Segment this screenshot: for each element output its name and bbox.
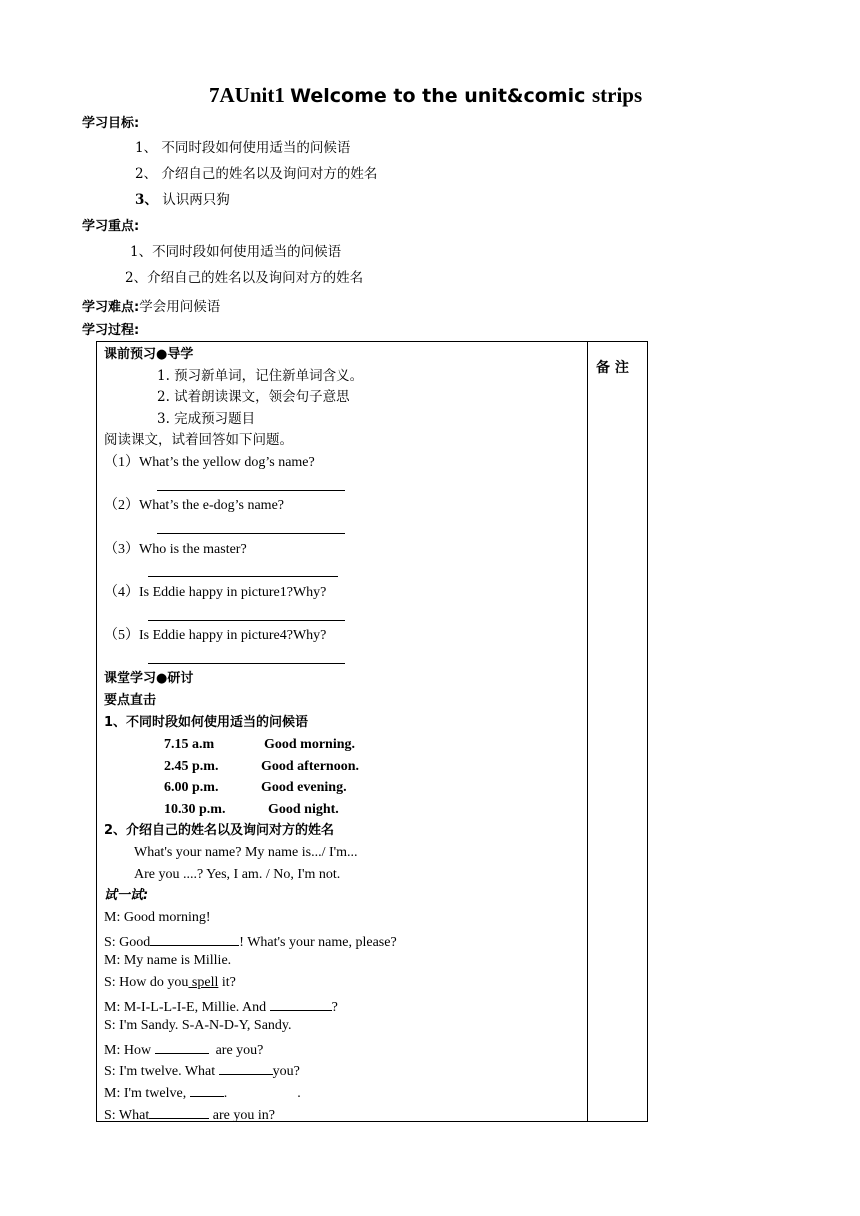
dialogue-line-4-c: it? <box>218 975 236 990</box>
preview-heading: 课前预习●导学 <box>104 347 194 362</box>
example-2: Are you ....? Yes, I am. / No, I'm not. <box>134 867 341 882</box>
dialogue-line-5 <box>104 998 338 1015</box>
objective-item-3-text: 认识两只狗 <box>162 192 230 208</box>
blank-2[interactable] <box>270 998 332 1011</box>
preview-step-2: 2. 试着朗读课文，领会句子意思 <box>157 389 350 405</box>
dialogue-line-4-spell: spell <box>188 975 219 990</box>
difficulty-line <box>82 298 220 315</box>
answer-line-1 <box>157 490 345 491</box>
try-label: 试一试: <box>104 888 149 903</box>
process-heading: 学习过程: <box>82 323 140 338</box>
dialogue-line-2 <box>104 933 397 950</box>
question-3: （3）Who is the master? <box>104 542 247 557</box>
dialogue-line-3: M: My name is Millie. <box>104 953 232 968</box>
classroom-heading: 课堂学习●研讨 <box>104 671 194 686</box>
dialogue-line-9-c: . <box>297 1086 301 1101</box>
key-point-1: 1、不同时段如何使用适当的问候语 <box>130 244 342 260</box>
dialogue-line-4-a: S: How do you <box>104 975 189 990</box>
answer-line-3 <box>148 576 338 577</box>
dialogue-line-6: S: I'm Sandy. S-A-N-D-Y, Sandy. <box>104 1018 292 1033</box>
dialogue-line-1: M: Good morning! <box>104 910 211 925</box>
dialogue-line-5-a: M: M-I-L-L-I-E, Millie. And <box>104 1000 270 1015</box>
greeting-time-4: 10.30 p.m. <box>164 802 226 817</box>
objective-item-3 <box>135 194 230 208</box>
dialogue-line-5-b: ? <box>331 1000 338 1015</box>
notes-label: 备 注 <box>596 360 629 376</box>
title-part-1: 7AUnit1 <box>209 83 291 107</box>
example-1: What's your name? My name is.../ I'm... <box>134 845 358 860</box>
greeting-text-2: Good afternoon. <box>261 759 359 774</box>
greeting-time-2: 2.45 p.m. <box>164 759 219 774</box>
difficulty-text: 学会用问候语 <box>139 299 221 315</box>
dialogue-line-8-a: S: I'm twelve. What <box>104 1064 219 1079</box>
dialogue-line-7-a: M: How <box>104 1043 155 1058</box>
question-2: （2）What’s the e-dog’s name? <box>104 498 285 513</box>
dialogue-line-2-a: S: Good <box>104 935 151 950</box>
table-divider <box>587 341 588 1122</box>
blank-6[interactable] <box>149 1106 209 1119</box>
dialogue-line-2-b: ! What's your name, please? <box>239 935 397 950</box>
dialogue-line-9-a: M: I'm twelve, <box>104 1086 190 1101</box>
answer-line-2 <box>157 533 345 534</box>
objective-item-3-number: 3、 <box>135 192 158 208</box>
greeting-time-1: 7.15 a.m <box>164 737 215 752</box>
answer-line-5 <box>148 663 345 664</box>
dialogue-line-10-b: are you in? <box>209 1108 275 1123</box>
question-1: （1）What’s the yellow dog’s name? <box>104 455 315 470</box>
greeting-time-3: 6.00 p.m. <box>164 780 219 795</box>
objective-item-1: 1、 不同时段如何使用适当的问候语 <box>135 140 351 156</box>
key-points-heading: 学习重点: <box>82 219 140 234</box>
dialogue-line-8 <box>104 1062 300 1079</box>
preview-instruction: 阅读课文，试着回答如下问题。 <box>104 432 293 448</box>
question-5: （5）Is Eddie happy in picture4?Why? <box>104 628 327 643</box>
title-part-3: strips <box>591 83 643 107</box>
dialogue-line-8-b: you? <box>272 1064 300 1079</box>
dialogue-line-7 <box>104 1041 263 1058</box>
dialogue-line-10 <box>104 1106 275 1123</box>
key-point-2: 2、介绍自己的姓名以及询问对方的姓名 <box>125 270 364 286</box>
preview-step-3: 3. 完成预习题目 <box>157 411 256 427</box>
blank-1[interactable] <box>150 933 239 946</box>
difficulty-heading: 学习难点: <box>82 300 140 315</box>
blank-3[interactable] <box>155 1041 209 1054</box>
point-1-heading: 1、不同时段如何使用适当的问候语 <box>104 715 309 730</box>
greeting-text-3: Good evening. <box>261 780 347 795</box>
answer-line-4 <box>148 620 345 621</box>
dialogue-line-9-b: . <box>223 1086 228 1101</box>
dialogue-line-9 <box>104 1084 301 1101</box>
blank-4[interactable] <box>219 1062 273 1075</box>
question-4: （4）Is Eddie happy in picture1?Why? <box>104 585 327 600</box>
point-2-heading: 2、介绍自己的姓名以及询问对方的姓名 <box>104 823 335 838</box>
objective-item-2: 2、 介绍自己的姓名以及询问对方的姓名 <box>135 166 378 182</box>
dialogue-line-10-a: S: What <box>104 1108 150 1123</box>
page-title <box>209 85 642 106</box>
title-part-2: Welcome to the unit&comic <box>290 85 592 107</box>
classroom-subheading: 要点直击 <box>104 693 157 708</box>
preview-step-1: 1. 预习新单词，记住新单词含义。 <box>157 368 364 384</box>
greeting-text-1: Good morning. <box>264 737 356 752</box>
blank-5[interactable] <box>190 1084 224 1097</box>
objectives-heading: 学习目标: <box>82 116 140 131</box>
dialogue-line-7-b: are you? <box>212 1043 264 1058</box>
greeting-text-4: Good night. <box>268 802 339 817</box>
dialogue-line-4 <box>104 976 236 990</box>
